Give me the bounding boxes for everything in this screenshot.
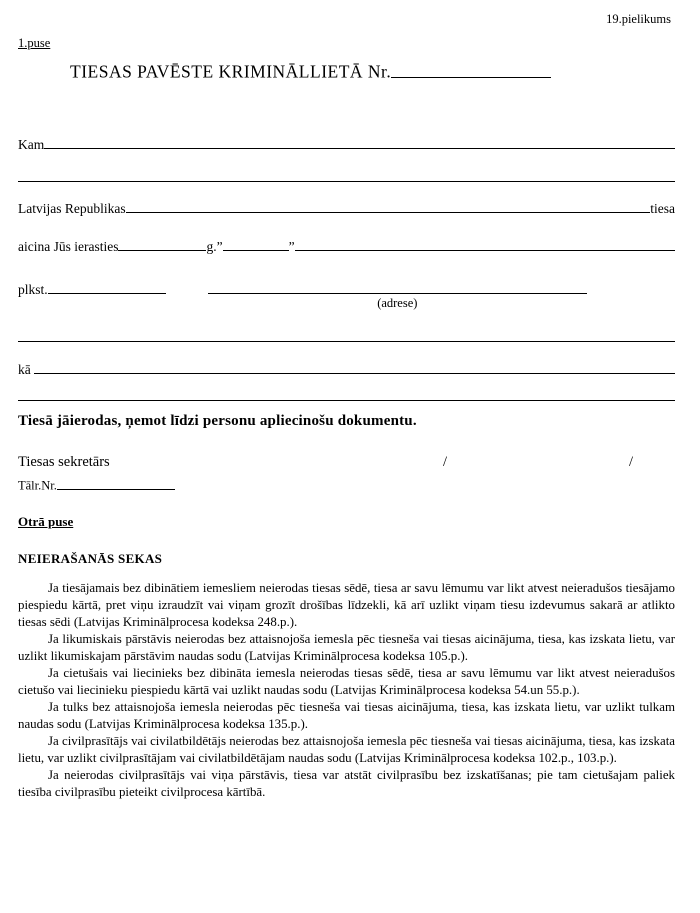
court-name-blank xyxy=(126,198,651,213)
document-title-row xyxy=(70,59,675,83)
capacity-blank-line2 xyxy=(18,400,675,401)
paragraph-defendant: Ja tiesājamais bez dibinātiem iemesliem neierodas tiesas sēdē, tiesa ar savu lēmumu var likt atvest neieradušos tiesājamo piespiedu kārtā, pret viņu izraudzīt vai viņam grozīt drošības līdzekli, kā arī uzlikt viņam tiesu izdevumus sakarā ar atlikto tiesas sēdi (Latvijas Kriminālprocesa kodeksa 248.p.). xyxy=(18,580,675,629)
page-two-label: Otrā puse xyxy=(18,513,74,529)
year-blank xyxy=(118,237,206,252)
secretary-label: Tiesas sekretārs xyxy=(18,454,110,470)
day-blank xyxy=(223,237,289,252)
secretary-row xyxy=(18,454,675,471)
recipient-row xyxy=(18,135,675,154)
paragraph-interpreter: Ja tulks bez attaisnojoša iemesla neierodas pēc tiesneša vai tiesas aicinājuma, tiesa, kas izskata lietu, var uzlikt tulkam naudas sodu (Latvijas Kriminālprocesa kodeksa 135.p.). xyxy=(18,699,675,731)
month-blank xyxy=(295,237,675,252)
capacity-blank xyxy=(34,360,675,375)
consequences-section-title: NEIERAŠANĀS SEKAS xyxy=(18,550,163,566)
court-word-label: tiesa xyxy=(650,200,675,216)
case-number-blank xyxy=(391,59,551,78)
date-row xyxy=(18,237,675,256)
page-one-label: 1.puse xyxy=(18,36,51,50)
invite-label: aicina Jūs ierasties xyxy=(18,239,119,254)
address-blank xyxy=(208,279,587,294)
phone-row xyxy=(18,476,675,494)
time-label: plkst. xyxy=(18,281,48,297)
quote-close-label: ” xyxy=(288,239,295,254)
time-blank xyxy=(48,279,166,294)
paragraph-civil-claimant: Ja civilprasītājs vai civilatbildētājs neierodas bez attaisnojoša iemesla pēc tiesneša vai tiesas aicinājuma, tiesa, kas izskata lietu, var uzlikt civilprasītājam vai civilatbildētājam naudas sodu (Latvijas Kriminālprocesa kodeksa 102.p., 103.p.). xyxy=(18,733,675,765)
bring-document-note: Tiesā jāierodas, ņemot līdzi personu apliecinošu dokumentu. xyxy=(18,413,417,429)
recipient-blank xyxy=(44,135,675,150)
time-address-row xyxy=(18,279,675,311)
phone-blank xyxy=(57,476,175,490)
address-caption: (adrese) xyxy=(377,295,418,310)
address-blank-line2 xyxy=(18,341,675,342)
address-column xyxy=(208,279,587,311)
paragraph-legal-representative: Ja likumiskais pārstāvis neierodas bez attaisnojoša iemesla pēc tiesneša vai tiesas aicinājuma, tiesa, kas izskata lietu, var uzlikt likumiskajam pārstāvim naudas sodu (Latvijas Kriminālprocesa kodeksa 105.p.). xyxy=(18,631,675,663)
republic-label: Latvijas Republikas xyxy=(18,200,126,216)
annex-number: 19.pielikums xyxy=(606,12,671,26)
phone-label: Tālr.Nr. xyxy=(18,478,57,493)
court-name-row xyxy=(18,198,675,217)
year-suffix-label: g.” xyxy=(206,239,223,254)
capacity-label: kā xyxy=(18,362,31,377)
paragraph-victim-witness: Ja cietušais vai liecinieks bez dibināta iemesla neierodas tiesas sēdē, tiesa ar savu lēmumu var likt atvest neieradušos cietušo vai liecinieku piespiedu kārtā vai uzlikt naudas sodu (Latvijas Kriminālprocesa kodeksa 54.un 55.p.). xyxy=(18,665,675,697)
recipient-label: Kam xyxy=(18,137,45,152)
consequences-body xyxy=(18,580,675,801)
signature-slash-1: / xyxy=(442,454,447,470)
document-title: TIESAS PAVĒSTE KRIMINĀLLIETĀ Nr. xyxy=(70,61,392,82)
capacity-row xyxy=(18,360,675,379)
signature-slash-2: / xyxy=(628,454,633,470)
paragraph-civil-claim-dismissal: Ja neierodas civilprasītājs vai viņa pārstāvis, tiesa var atstāt civilprasību bez izskatīšanas; pie tam cietušajam paliek tiesība civilprasību pieteikt civilprocesa kārtībā. xyxy=(18,767,675,799)
recipient-blank-line2 xyxy=(18,181,675,182)
